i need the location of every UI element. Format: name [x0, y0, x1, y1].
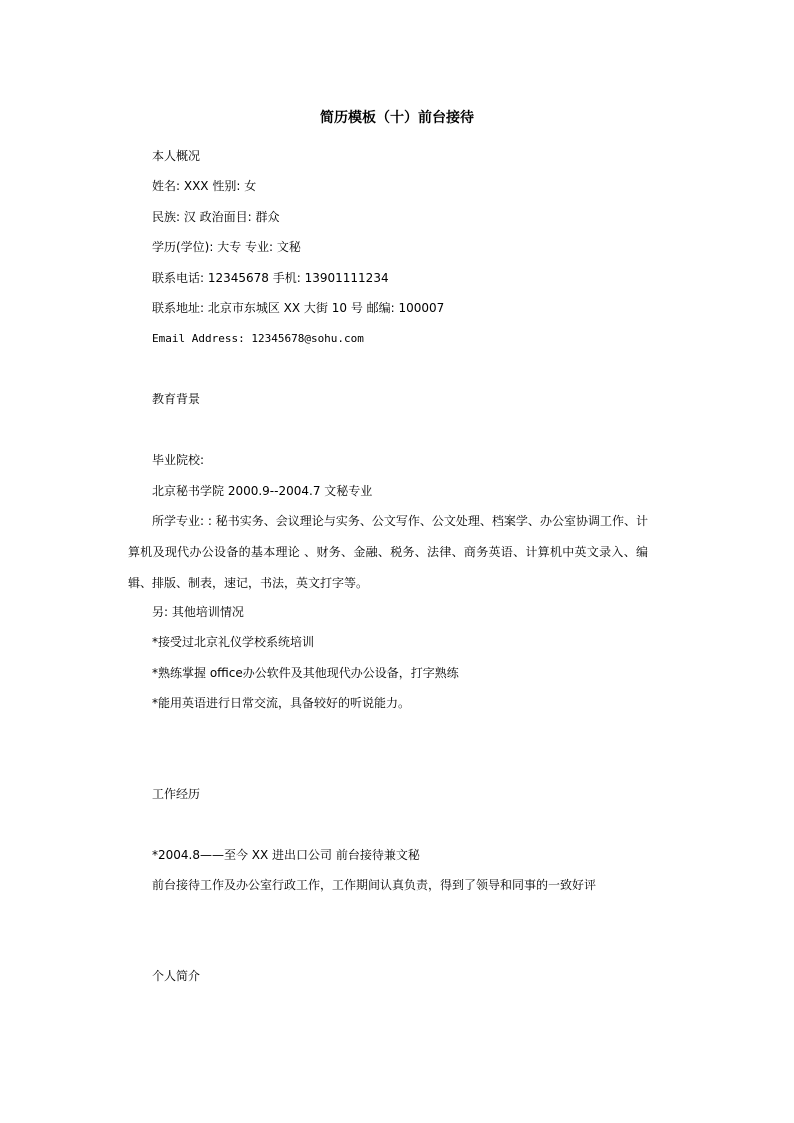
profile-education-line: 学历(学位): 大专 专业: 文秘 — [152, 240, 301, 254]
profile-address-line: 联系地址: 北京市东城区 XX 大街 10 号 邮编: 100007 — [152, 301, 445, 315]
profile-phone-line: 联系电话: 12345678 手机: 13901111234 — [152, 271, 389, 285]
education-school-line: 北京秘书学院 2000.9--2004.7 文秘专业 — [152, 484, 373, 498]
work-entry-description: 前台接待工作及办公室行政工作，工作期间认真负责，得到了领导和同事的一致好评 — [152, 878, 597, 892]
section-heading-work: 工作经历 — [152, 787, 201, 801]
education-other-item-1: *接受过北京礼仪学校系统培训 — [152, 635, 315, 649]
education-school-label: 毕业院校: — [152, 453, 205, 467]
section-heading-intro: 个人简介 — [152, 969, 201, 983]
profile-email-line: Email Address: 12345678@sohu.com — [152, 332, 364, 345]
section-heading-education: 教育背景 — [152, 392, 201, 406]
education-other-item-3: *能用英语进行日常交流，具备较好的听说能力。 — [152, 696, 411, 710]
work-entry-line: *2004.8——至今 XX 进出口公司 前台接待兼文秘 — [152, 848, 420, 862]
section-heading-profile: 本人概况 — [152, 149, 201, 163]
education-courses-paragraph: 所学专业: : 秘书实务、会议理论与实务、公文写作、公文处理、档案学、办公室协调工作、计算机及现代办公设备的基本理论 、财务、金融、税务、法律、商务英语、计算机中英文录入、编辑、排版、制表，速记，书法，英文打字等。 — [128, 514, 648, 590]
education-other-item-2: *熟练掌握 office办公软件及其他现代办公设备，打字熟练 — [152, 666, 459, 680]
profile-name-line: 姓名: XXX 性别: 女 — [152, 179, 257, 193]
profile-ethnicity-line: 民族: 汉 政治面目: 群众 — [152, 210, 280, 224]
education-other-label: 另: 其他培训情况 — [152, 605, 244, 619]
document-title: 简历模板（十）前台接待 — [320, 110, 474, 126]
